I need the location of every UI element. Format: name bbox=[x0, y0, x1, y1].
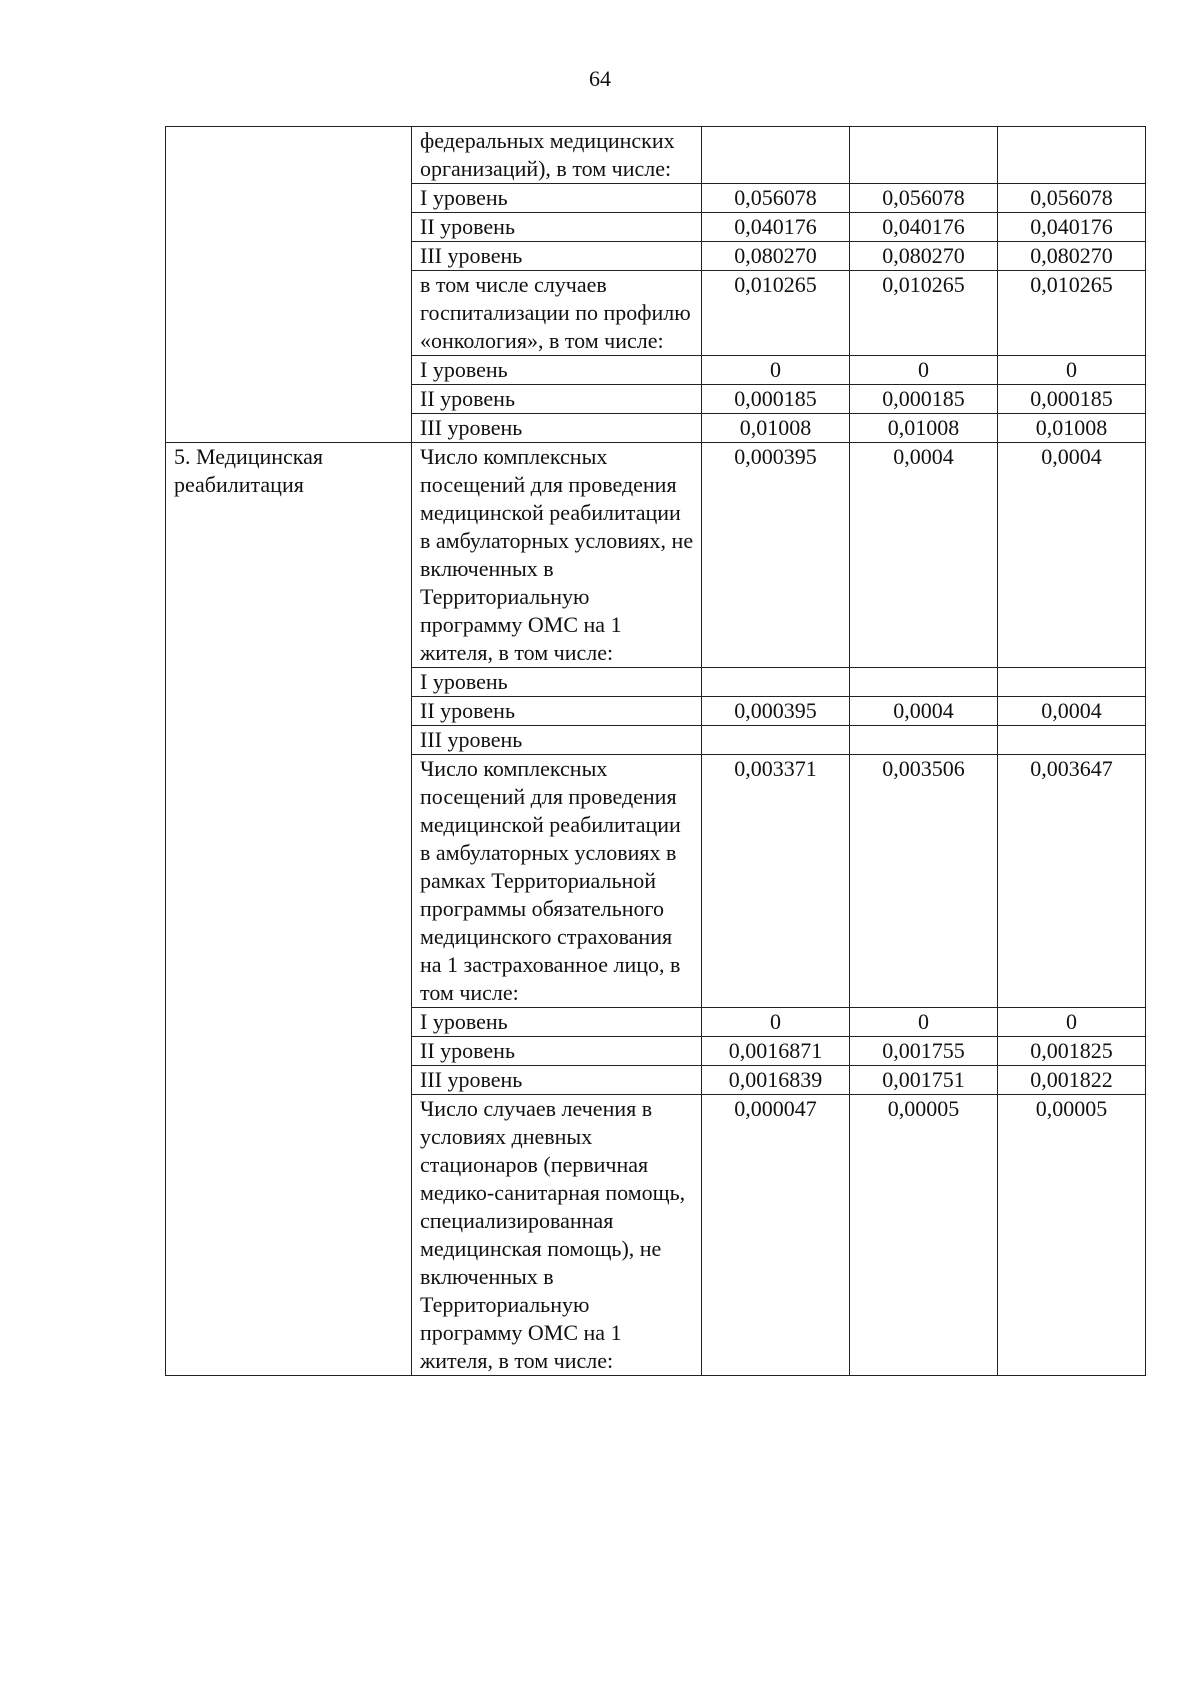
value-cell-year-1: 0,0016839 bbox=[702, 1066, 850, 1095]
value-cell-year-1: 0 bbox=[702, 356, 850, 385]
value-cell-year-1: 0,010265 bbox=[702, 271, 850, 356]
indicator-label: III уровень bbox=[412, 726, 702, 755]
value-cell-year-2 bbox=[850, 726, 998, 755]
value-cell-year-1: 0,0016871 bbox=[702, 1037, 850, 1066]
value-cell-year-2: 0,0004 bbox=[850, 697, 998, 726]
value-cell-year-1 bbox=[702, 668, 850, 697]
indicator-label: федеральных медицинских организаций), в том числе: bbox=[412, 127, 702, 184]
indicator-label: II уровень bbox=[412, 1037, 702, 1066]
value-cell-year-3: 0,01008 bbox=[998, 414, 1146, 443]
value-cell-year-3: 0,0004 bbox=[998, 443, 1146, 668]
indicator-label: I уровень bbox=[412, 356, 702, 385]
value-cell-year-1: 0,040176 bbox=[702, 213, 850, 242]
indicator-label: I уровень bbox=[412, 1008, 702, 1037]
indicator-label: II уровень bbox=[412, 213, 702, 242]
value-cell-year-1: 0,01008 bbox=[702, 414, 850, 443]
value-cell-year-3 bbox=[998, 668, 1146, 697]
value-cell-year-2: 0,000185 bbox=[850, 385, 998, 414]
value-cell-year-3 bbox=[998, 127, 1146, 184]
indicator-label: II уровень bbox=[412, 385, 702, 414]
value-cell-year-2: 0 bbox=[850, 356, 998, 385]
value-cell-year-2: 0 bbox=[850, 1008, 998, 1037]
category-cell-rehabilitation: 5. Медицинская реабилитация bbox=[166, 443, 412, 1376]
table-row bbox=[166, 443, 1146, 668]
indicator-label: III уровень bbox=[412, 1066, 702, 1095]
indicator-label: I уровень bbox=[412, 184, 702, 213]
value-cell-year-2: 0,0004 bbox=[850, 443, 998, 668]
value-cell-year-2 bbox=[850, 668, 998, 697]
indicator-label: Число комплексных посещений для проведения медицинской реабилитации в амбулаторных условиях, не включенных в Территориальную программу ОМС на 1 жителя, в том числе: bbox=[412, 443, 702, 668]
indicator-label: в том числе случаев госпитализации по профилю «онкология», в том числе: bbox=[412, 271, 702, 356]
value-cell-year-3: 0,001825 bbox=[998, 1037, 1146, 1066]
indicator-label: Число комплексных посещений для проведения медицинской реабилитации в амбулаторных условиях в рамках Территориальной программы обязательного медицинского страхования на 1 застрахованное лицо, в том числе: bbox=[412, 755, 702, 1008]
value-cell-year-3 bbox=[998, 726, 1146, 755]
value-cell-year-3: 0 bbox=[998, 1008, 1146, 1037]
value-cell-year-3: 0,080270 bbox=[998, 242, 1146, 271]
value-cell-year-3: 0,0004 bbox=[998, 697, 1146, 726]
value-cell-year-3: 0,001822 bbox=[998, 1066, 1146, 1095]
table-row bbox=[166, 127, 1146, 184]
value-cell-year-2: 0,010265 bbox=[850, 271, 998, 356]
value-cell-year-2: 0,001755 bbox=[850, 1037, 998, 1066]
value-cell-year-2: 0,003506 bbox=[850, 755, 998, 1008]
indicator-label: Число случаев лечения в условиях дневных стационаров (первичная медико-санитарная помощь, специализированная медицинская помощь), не включенных в Территориальную программу ОМС на 1 жителя, в том числе: bbox=[412, 1095, 702, 1376]
value-cell-year-1: 0,080270 bbox=[702, 242, 850, 271]
value-cell-year-2: 0,080270 bbox=[850, 242, 998, 271]
value-cell-year-2: 0,040176 bbox=[850, 213, 998, 242]
page-number: 64 bbox=[589, 66, 611, 91]
value-cell-year-1: 0,000395 bbox=[702, 443, 850, 668]
indicator-label: III уровень bbox=[412, 414, 702, 443]
value-cell-year-1 bbox=[702, 127, 850, 184]
value-cell-year-2: 0,00005 bbox=[850, 1095, 998, 1376]
value-cell-year-3: 0,040176 bbox=[998, 213, 1146, 242]
value-cell-year-2: 0,056078 bbox=[850, 184, 998, 213]
value-cell-year-1: 0,000185 bbox=[702, 385, 850, 414]
value-cell-year-1: 0,003371 bbox=[702, 755, 850, 1008]
value-cell-year-1: 0,000047 bbox=[702, 1095, 850, 1376]
indicator-label: I уровень bbox=[412, 668, 702, 697]
value-cell-year-1 bbox=[702, 726, 850, 755]
value-cell-year-1: 0 bbox=[702, 1008, 850, 1037]
value-cell-year-3: 0,000185 bbox=[998, 385, 1146, 414]
value-cell-year-3: 0 bbox=[998, 356, 1146, 385]
value-cell-year-2: 0,01008 bbox=[850, 414, 998, 443]
value-cell-year-2: 0,001751 bbox=[850, 1066, 998, 1095]
value-cell-year-3: 0,010265 bbox=[998, 271, 1146, 356]
category-cell-empty bbox=[166, 127, 412, 443]
data-table bbox=[165, 126, 1146, 1376]
value-cell-year-1: 0,056078 bbox=[702, 184, 850, 213]
value-cell-year-3: 0,003647 bbox=[998, 755, 1146, 1008]
value-cell-year-2 bbox=[850, 127, 998, 184]
value-cell-year-3: 0,00005 bbox=[998, 1095, 1146, 1376]
indicator-label: II уровень bbox=[412, 697, 702, 726]
value-cell-year-3: 0,056078 bbox=[998, 184, 1146, 213]
value-cell-year-1: 0,000395 bbox=[702, 697, 850, 726]
indicator-label: III уровень bbox=[412, 242, 702, 271]
